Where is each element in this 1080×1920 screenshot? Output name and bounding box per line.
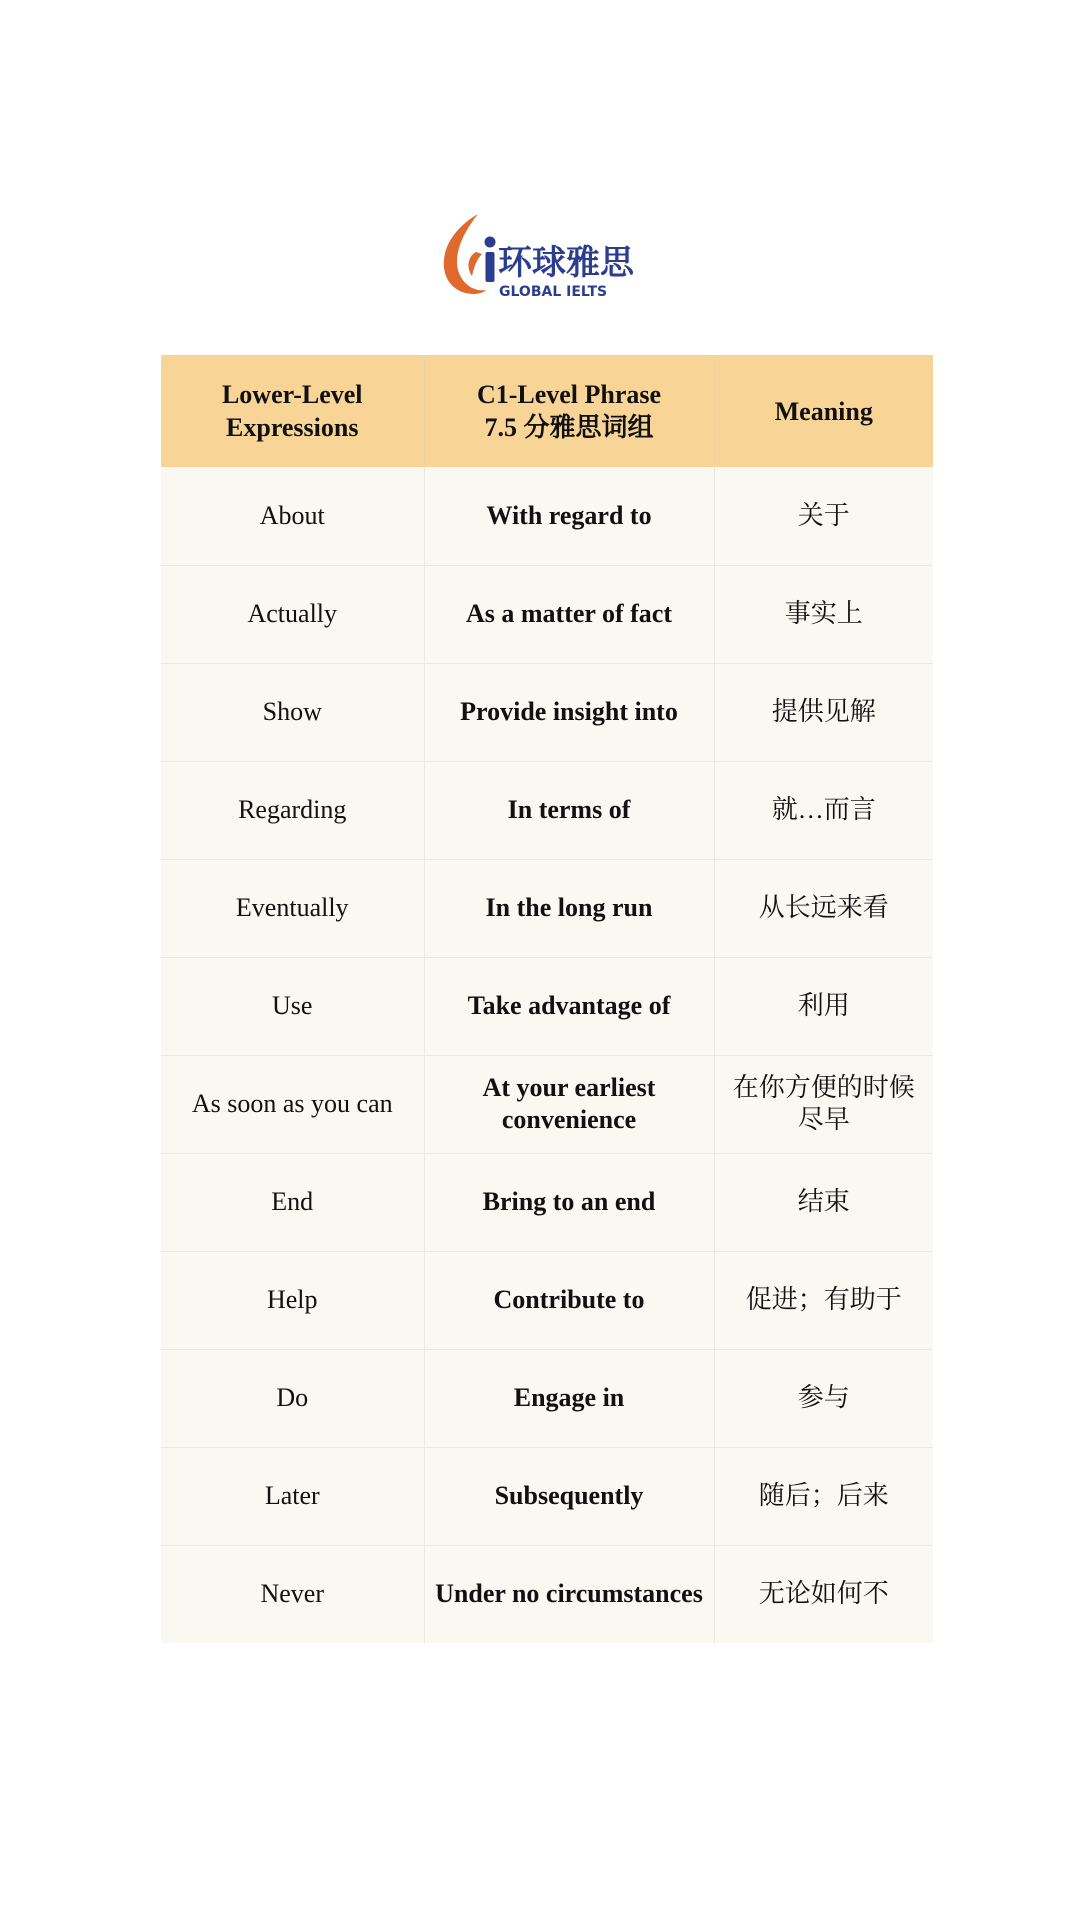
logo-chinese-text: 环球雅思 [498, 243, 634, 283]
table-row [161, 663, 933, 761]
table-row [161, 859, 933, 957]
header-meaning: Meaning [714, 355, 933, 467]
cell-phrase: At your earliest convenience [424, 1055, 714, 1153]
table-row [161, 1349, 933, 1447]
cell-meaning: 在你方便的时候尽早 [714, 1055, 933, 1153]
table-row [161, 1055, 933, 1153]
cell-lower: As soon as you can [161, 1055, 424, 1153]
cell-meaning: 参与 [714, 1349, 933, 1447]
global-ielts-logo [440, 212, 640, 298]
cell-meaning: 从长远来看 [714, 859, 933, 957]
header-c1-phrase: C1-Level Phrase 7.5 分雅思词组 [424, 355, 714, 467]
cell-meaning: 随后；后来 [714, 1447, 933, 1545]
cell-phrase: Under no circumstances [424, 1545, 714, 1643]
cell-meaning: 结束 [714, 1153, 933, 1251]
table-row [161, 565, 933, 663]
table-row [161, 467, 933, 565]
cell-phrase: Bring to an end [424, 1153, 714, 1251]
cell-lower: About [161, 467, 424, 565]
cell-phrase: In terms of [424, 761, 714, 859]
cell-phrase: With regard to [424, 467, 714, 565]
cell-meaning: 无论如何不 [714, 1545, 933, 1643]
table-row [161, 1447, 933, 1545]
cell-lower: End [161, 1153, 424, 1251]
cell-phrase: Subsequently [424, 1447, 714, 1545]
cell-phrase: Contribute to [424, 1251, 714, 1349]
cell-meaning: 提供见解 [714, 663, 933, 761]
cell-lower: Show [161, 663, 424, 761]
table-row [161, 1545, 933, 1643]
table-row [161, 1153, 933, 1251]
cell-phrase: In the long run [424, 859, 714, 957]
table-row [161, 1251, 933, 1349]
logo-english-text: GLOBAL IELTS [499, 284, 608, 298]
cell-lower: Do [161, 1349, 424, 1447]
cell-meaning: 就…而言 [714, 761, 933, 859]
cell-lower: Regarding [161, 761, 424, 859]
cell-phrase: Take advantage of [424, 957, 714, 1055]
table-row [161, 957, 933, 1055]
cell-meaning: 事实上 [714, 565, 933, 663]
cell-lower: Later [161, 1447, 424, 1545]
cell-meaning: 促进；有助于 [714, 1251, 933, 1349]
cell-meaning: 关于 [714, 467, 933, 565]
cell-lower: Eventually [161, 859, 424, 957]
phrase-table [161, 355, 933, 1643]
cell-lower: Never [161, 1545, 424, 1643]
table-header-row [161, 355, 933, 467]
cell-phrase: Provide insight into [424, 663, 714, 761]
header-lower-level: Lower-Level Expressions [161, 355, 424, 467]
cell-lower: Help [161, 1251, 424, 1349]
cell-lower: Actually [161, 565, 424, 663]
cell-phrase: As a matter of fact [424, 565, 714, 663]
table-row [161, 761, 933, 859]
cell-meaning: 利用 [714, 957, 933, 1055]
cell-lower: Use [161, 957, 424, 1055]
cell-phrase: Engage in [424, 1349, 714, 1447]
